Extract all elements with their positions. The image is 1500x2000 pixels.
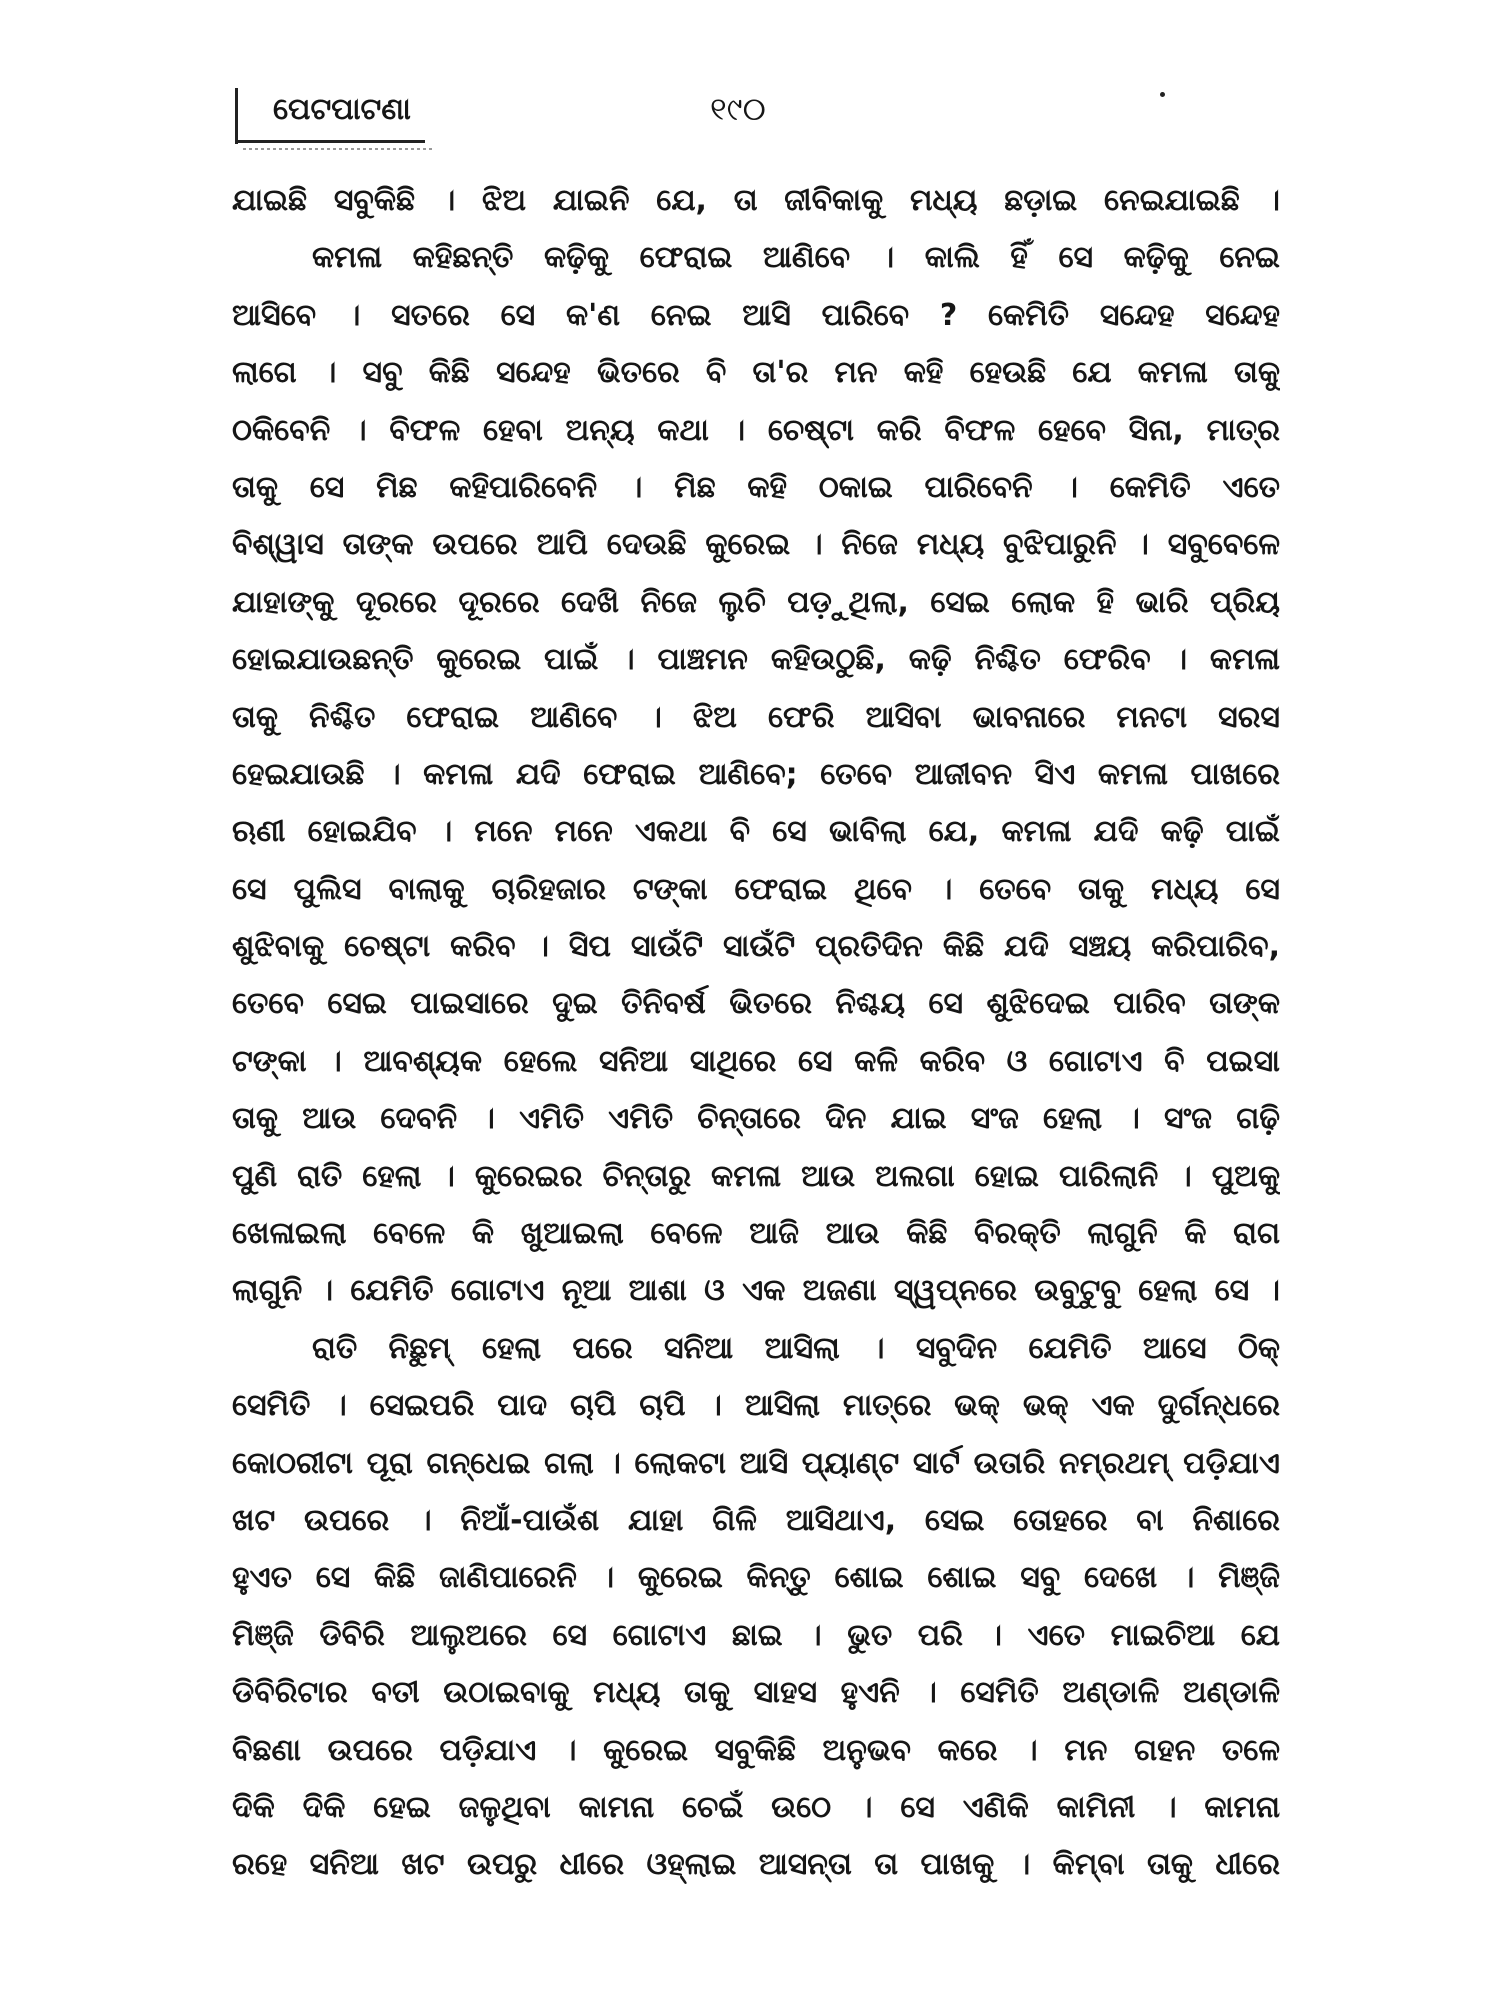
header-rule-vertical <box>235 88 238 144</box>
text-line: ପୁଣି ରାତି ହେଲା । କୁରେଇର ଚିନ୍ତାରୁ କମଳା ଆଉ ଅଲଗା ହୋଇ ପାରିଲାନି । ପୁଅକୁ <box>232 1158 1280 1194</box>
text-line: ହୁଏତ ସେ କିଛି ଜାଣିପାରେନି । କୁରେଇ କିନ୍ତୁ ଶୋଇ ଶୋଇ ସବୁ ଦେଖେ । ମିଞ୍ଜି <box>232 1560 1280 1596</box>
text-line: ମିଞ୍ଜି ଡିବିରି ଆଲୁଅରେ ସେ ଗୋଟାଏ ଛାଇ । ଭୁତ ପରି । ଏତେ ମାଇଚିଆ ଯେ <box>232 1617 1280 1653</box>
text-line: ଡିବିରିଟାର ବତୀ ଉଠାଇବାକୁ ମଧ୍ୟ ତାକୁ ସାହସ ହୁଏନି । ସେମିତି ଅଣ୍ଡାଳି ଅଣ୍ଡାଳି <box>232 1675 1280 1711</box>
text-line: ଋଣୀ ହୋଇଯିବ । ମନେ ମନେ ଏକଥା ବି ସେ ଭାବିଲା ଯେ, କମଳା ଯଦି କଢ଼ି ପାଇଁ <box>232 814 1280 850</box>
text-line: ଆସିବେ । ସତରେ ସେ କ'ଣ ନେଇ ଆସି ପାରିବେ ? କେମିତି ସନ୍ଦେହ ସନ୍ଦେହ <box>232 297 1280 333</box>
running-title: ପେଟପାଟଣା <box>273 92 411 127</box>
print-speck <box>1160 92 1165 97</box>
text-line: ସେମିତି । ସେଇପରି ପାଦ ଚାପି ଚାପି । ଆସିଲା ମାତ୍ରେ ଭକ୍ ଭକ୍ ଏକ ଦୁର୍ଗନ୍ଧରେ <box>232 1388 1280 1424</box>
text-line: ରାତି ନିଛୁମ୍ ହେଲା ପରେ ସନିଆ ଆସିଲା । ସବୁଦିନ ଯେମିତି ଆସେ ଠିକ୍ <box>312 1330 1280 1366</box>
text-line: ହେଇଯାଉଛି । କମଳା ଯଦି ଫେରାଇ ଆଣିବେ; ତେବେ ଆଜୀବନ ସିଏ କମଳା ପାଖରେ <box>232 756 1280 792</box>
text-line: ତାକୁ ନିଶ୍ଚିତ ଫେରାଇ ଆଣିବେ । ଝିଅ ଫେରି ଆସିବା ଭାବନାରେ ମନଟା ସରସ <box>232 699 1280 735</box>
text-line: କମଳା କହିଛନ୍ତି କଢ଼ିକୁ ଫେରାଇ ଆଣିବେ । କାଲି ହିଁ ସେ କଢ଼ିକୁ ନେଇ <box>312 240 1280 276</box>
header-rule-horizontal <box>235 140 425 143</box>
text-line: ଦିକି ଦିକି ହେଇ ଜଳୁଥିବା କାମନା ଚେଇଁ ଉଠେ । ସେ ଏଣିକି କାମିନୀ । କାମନା <box>232 1789 1280 1825</box>
text-line: ଯାହାଙ୍କୁ ଦୂରରେ ଦୂରରେ ଦେଖି ନିଜେ ଲୁଚି ପଡ଼ୁଥିଲା, ସେଇ ଲୋକ ହି ଭାରି ପ୍ରିୟ <box>232 584 1280 620</box>
body-text <box>232 172 1280 1894</box>
text-line: ଠକିବେନି । ବିଫଳ ହେବା ଅନ୍ୟ କଥା । ଚେଷ୍ଟା କରି ବିଫଳ ହେବେ ସିନା, ମାତ୍ର <box>232 412 1280 448</box>
text-line: ବିଶ୍ୱାସ ତାଙ୍କ ଉପରେ ଆପି ଦେଉଛି କୁରେଇ । ନିଜେ ମଧ୍ୟ ବୁଝିପାରୁନି । ସବୁବେଳେ <box>232 527 1280 563</box>
text-line: ତାକୁ ଆଉ ଦେବନି । ଏମିତି ଏମିତି ଚିନ୍ତାରେ ଦିନ ଯାଇ ସଂଜ ହେଲା । ସଂଜ ଗଢ଼ି <box>232 1101 1280 1137</box>
text-line: ଲାଗେ । ସବୁ କିଛି ସନ୍ଦେହ ଭିତରେ ବି ତା'ର ମନ କହି ହେଉଛି ଯେ କମଳା ତାକୁ <box>232 355 1280 391</box>
header-fine-rule <box>243 148 433 150</box>
text-line: ଲାଗୁନି । ଯେମିତି ଗୋଟାଏ ନୂଆ ଆଶା ଓ ଏକ ଅଜଣା ସ୍ୱପ୍ନରେ ଉବୁଟୁବୁ ହେଲା ସେ । <box>232 1273 1280 1309</box>
text-line: ଖଟ ଉପରେ । ନିଆଁ-ପାଉଁଶ ଯାହା ଗିଳି ଆସିଥାଏ, ସେଇ ତୋହରେ ବା ନିଶାରେ <box>232 1502 1280 1538</box>
text-line: ଖେଳାଇଲା ବେଳେ କି ଖୁଆଇଲା ବେଳେ ଆଜି ଆଉ କିଛି ବିରକ୍ତି ଲାଗୁନି କି ରାଗ <box>232 1216 1280 1252</box>
text-line: ଟଙ୍କା । ଆବଶ୍ୟକ ହେଲେ ସନିଆ ସାଥିରେ ସେ କଳି କରିବ ଓ ଗୋଟାଏ ବି ପଇସା <box>232 1043 1280 1079</box>
page-number: ୧୯୦ <box>710 90 766 128</box>
text-line: ତେବେ ସେଇ ପାଇସାରେ ଦୁଇ ତିନିବର୍ଷ ଭିତରେ ନିଶ୍ଚୟ ସେ ଶୁଝିଦେଇ ପାରିବ ତାଙ୍କ <box>232 986 1280 1022</box>
text-line: ଯାଇଛି ସବୁକିଛି । ଝିଅ ଯାଇନି ଯେ, ତା ଜୀବିକାକୁ ମଧ୍ୟ ଛଡ଼ାଇ ନେଇଯାଇଛି । <box>232 183 1280 218</box>
text-line: ବିଛଣା ଉପରେ ପଡ଼ିଯାଏ । କୁରେଇ ସବୁକିଛି ଅନୁଭବ କରେ । ମନ ଗହନ ତଳେ <box>232 1732 1280 1768</box>
text-line: ହୋଇଯାଉଛନ୍ତି କୁରେଇ ପାଇଁ । ପାଞ୍ଚମନ କହିଉଠୁଛି, କଢ଼ି ନିଶ୍ଚିତ ଫେରିବ । କମଳା <box>232 642 1280 678</box>
text-line: ସେ ପୁଲିସ ବାଲାକୁ ଚାରିହଜାର ଟଙ୍କା ଫେରାଇ ଥିବେ । ତେବେ ତାକୁ ମଧ୍ୟ ସେ <box>232 871 1280 907</box>
text-line: ତାକୁ ସେ ମିଛ କହିପାରିବେନି । ମିଛ କହି ଠକାଇ ପାରିବେନି । କେମିତି ଏତେ <box>232 469 1280 505</box>
text-line: କୋଠରୀଟା ପୂରା ଗନ୍ଧେଇ ଗଲା । ଲୋକଟା ଆସି ପ୍ୟାଣ୍ଟ ସାର୍ଟ ଉତାରି ନମ୍ରଥମ୍ ପଡ଼ିଯାଏ <box>232 1445 1280 1481</box>
text-line: ରହେ ସନିଆ ଖଟ ଉପରୁ ଧୀରେ ଓହ୍ଲାଇ ଆସନ୍ତା ତା ପାଖକୁ । କିମ୍ବା ତାକୁ ଧୀରେ <box>232 1847 1280 1883</box>
running-header <box>235 88 1275 148</box>
text-line: ଶୁଝିବାକୁ ଚେଷ୍ଟା କରିବ । ସିପ ସାଉଁଟି ସାଉଁଟି ପ୍ରତିଦିନ କିଛି ଯଦି ସଞ୍ଚୟ କରିପାରିବ, <box>232 929 1280 965</box>
